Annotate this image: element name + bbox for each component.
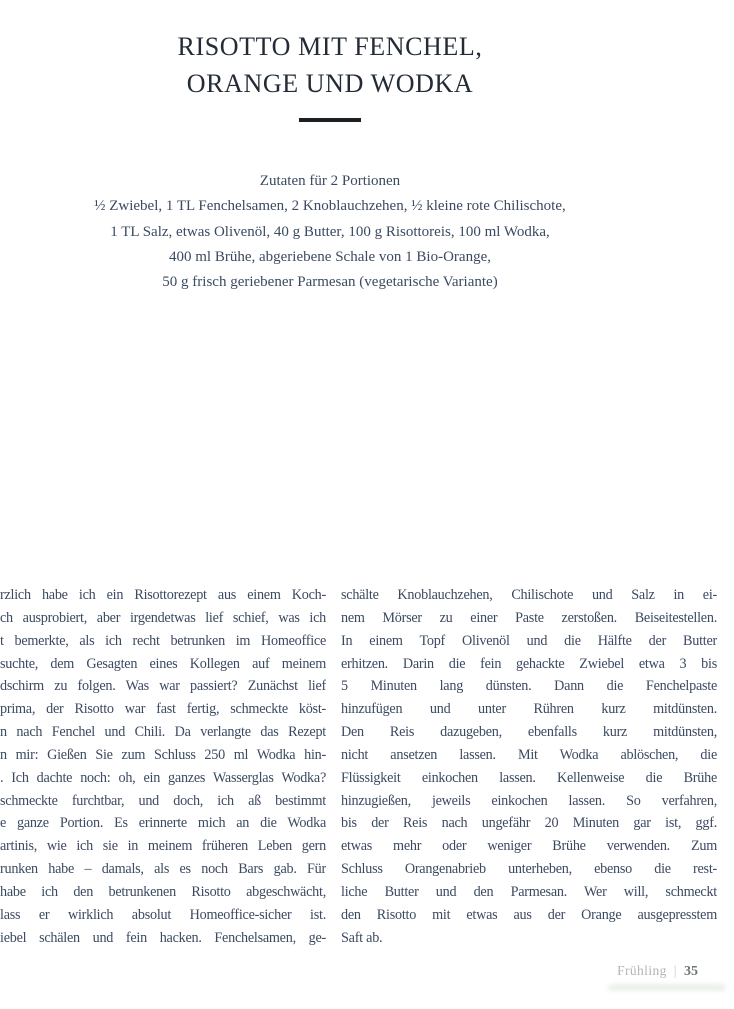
ingredients-heading: Zutaten für 2 Portionen [259, 173, 401, 189]
body-text-line: den Risotto mit etwas aus der Orange ausgepresstem [341, 906, 717, 923]
ingredients-line: 50 g frisch geriebener Parmesan (vegetarische Variante) [162, 274, 498, 291]
footer-separator: | [673, 964, 677, 979]
title-divider [299, 118, 361, 122]
body-text-line: e ganze Portion. Es erinnerte mich an die Wodka [0, 815, 326, 832]
ingredients-line: 400 ml Brühe, abgeriebene Schale von 1 Bio-Orange, [169, 248, 491, 265]
title-block [0, 28, 660, 122]
body-text-line: prima, der Risotto war fast fertig, schmeckte köst- [0, 701, 326, 718]
body-text-line: lass er wirklich absolut Homeoffice-sicher ist. [0, 906, 326, 923]
season-label: Frühling [617, 963, 667, 978]
recipe-title-line: ORANGE UND WODKA [186, 69, 474, 98]
ingredients-line: ½ Zwiebel, 1 TL Fenchelsamen, 2 Knoblauchzehen, ½ kleine rote Chilischote, [94, 198, 566, 215]
body-text-line: In einem Topf Olivenöl und die Hälfte der Butter [341, 632, 717, 649]
body-text-line: liche Butter und den Parmesan. Wer will, schmeckt [341, 883, 717, 900]
left-column [0, 584, 326, 950]
body-text-line: t bemerkte, als ich recht betrunken im Homeoffice [0, 632, 326, 649]
body-text-line: schmeckte furchtbar, und doch, ich aß bestimmt [0, 792, 326, 809]
page-number: 35 [684, 964, 698, 979]
body-text-line: n nach Fenchel und Chili. Da verlangte das Rezept [0, 724, 326, 741]
body-text-line: . Ich dachte noch: oh, ein ganzes Wasserglas Wodka? [0, 769, 326, 786]
body-text-line: hinzugießen, jeweils einkochen lassen. So verfahren, [341, 792, 717, 809]
body-text-line: artinis, wie ich sie in meinem früheren Leben gern [0, 838, 326, 855]
body-text-line: nicht ansetzen lassen. Mit Wodka ablöschen, die [341, 746, 717, 763]
body-text-line: erhitzen. Darin die fein gehackte Zwiebel etwa 3 bis [341, 655, 717, 672]
body-text-line: rzlich habe ich ein Risottorezept aus einem Koch- [0, 587, 326, 603]
body-text-line: bis der Reis nach ungefähr 20 Minuten gar ist, ggf. [341, 815, 717, 832]
page-footer [617, 963, 698, 980]
ingredients-line: 1 TL Salz, etwas Olivenöl, 40 g Butter, 100 g Risottoreis, 100 ml Wodka, [110, 223, 550, 240]
body-text-line: ch ausprobiert, aber irgendetwas lief schief, was ich [0, 609, 326, 626]
ingredients-section [0, 169, 660, 295]
body-text-line: hinzufügen und unter Rühren kurz mitdünsten. [341, 701, 717, 718]
body-text-line: Schluss Orangenabrieb unterheben, ebenso die rest- [341, 861, 717, 878]
body-text-line: Den Reis dazugeben, ebenfalls kurz mitdünsten, [341, 724, 717, 741]
body-text-line: schälte Knoblauchzehen, Chilischote und Salz in ei- [341, 587, 717, 603]
body-text-line: nem Mörser zu einer Paste zerstoßen. Beiseitestellen. [341, 609, 717, 626]
ingredients-list [0, 194, 660, 295]
body-text-line: n mir: Gießen Sie zum Schluss 250 ml Wodka hin- [0, 746, 326, 763]
body-text-line: Flüssigkeit einkochen lassen. Kellenweise die Brühe [341, 769, 717, 786]
scan-edge-smudge [608, 984, 726, 991]
recipe-title-line: RISOTTO MIT FENCHEL, [177, 32, 483, 61]
body-text-line: Saft ab. [341, 929, 383, 946]
recipe-title [0, 28, 660, 102]
body-text-line: suchte, dem Gesagten eines Kollegen auf meinem [0, 655, 326, 672]
body-text-line: 5 Minuten lang dünsten. Dann die Fenchelpaste [341, 678, 717, 695]
body-text-line: iebel schälen und fein hacken. Fenchelsamen, ge- [0, 929, 326, 946]
body-text-line: etwas mehr oder weniger Brühe verwenden. Zum [341, 838, 717, 855]
body-text-line: habe ich den betrunkenen Risotto abgeschwächt, [0, 883, 326, 900]
body-text-line: runken habe – damals, als es noch Bars gab. Für [0, 861, 326, 878]
body-text-line: dschirm zu folgen. Was war passiert? Zunächst lief [0, 678, 326, 695]
right-column [341, 584, 717, 950]
